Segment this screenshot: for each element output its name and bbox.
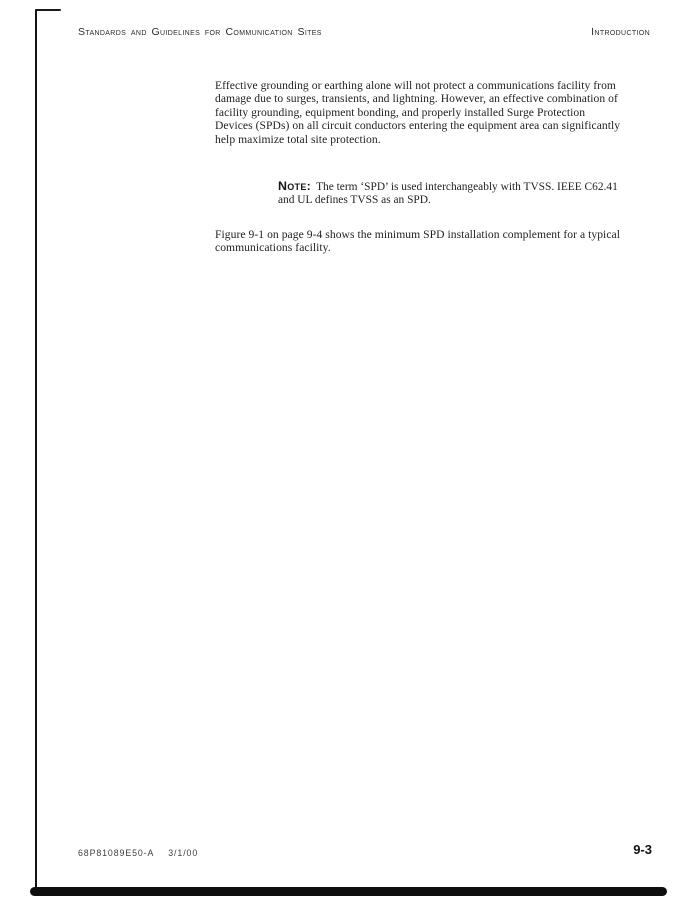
- note-text-line: The term ‘SPD’ is used interchangeably with TVSS. IEEE C62.41: [316, 181, 618, 193]
- text-line: communications facility.: [215, 241, 331, 255]
- note-text-line: and UL defines TVSS as an SPD.: [278, 194, 431, 207]
- text-line: Figure 9-1 on page 9-4 shows the minimum SPD installation complement for a typical: [215, 228, 620, 241]
- page-number: 9-3: [633, 842, 652, 857]
- text-line: facility grounding, equipment bonding, and properly installed Surge Protection: [215, 105, 586, 119]
- footer-date: 3/1/00: [168, 848, 199, 858]
- scan-edge-left-line: [35, 9, 37, 891]
- paragraph-intro-spd: [215, 79, 620, 146]
- text-line: Effective grounding or earthing alone will not protect a communications facility from: [215, 79, 617, 92]
- note-label: Note:: [278, 179, 312, 193]
- paragraph-figure-reference: [215, 228, 620, 255]
- scan-edge-bottom-bar: [30, 887, 667, 896]
- text-line: help maximize total site protection.: [215, 132, 381, 146]
- running-header: [78, 26, 650, 38]
- scan-edge-top-tick: [35, 9, 61, 11]
- footer-left: [78, 848, 198, 858]
- running-header-right: Introduction: [591, 26, 650, 38]
- text-line: [278, 180, 618, 194]
- running-header-left: Standards and Guidelines for Communication Sites: [78, 26, 322, 38]
- footer-doc-number: 68P81089E50-A: [78, 848, 155, 858]
- text-line: Devices (SPDs) on all circuit conductors entering the equipment area can significantly: [215, 119, 621, 133]
- note-block: [278, 180, 618, 208]
- text-line: damage due to surges, transients, and lightning. However, an effective combination of: [215, 92, 618, 106]
